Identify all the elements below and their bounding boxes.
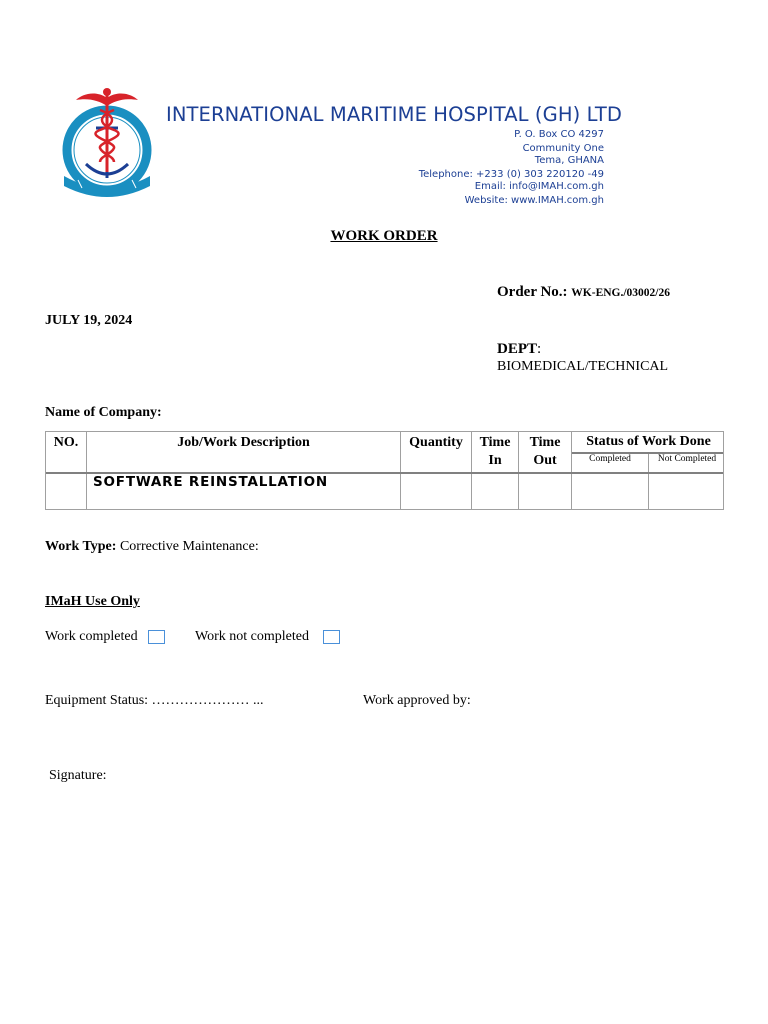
- work-not-completed-checkbox[interactable]: [323, 630, 340, 644]
- work-order-table: [45, 431, 724, 510]
- header-no: NO.: [53, 435, 79, 450]
- order-number: [497, 284, 670, 301]
- dept-label-text: DEPT: [497, 341, 538, 357]
- header-time-out-line1: Time: [529, 435, 561, 450]
- order-date: JULY 19, 2024: [45, 313, 133, 328]
- address-website: Website: www.IMAH.com.gh: [464, 195, 604, 206]
- header-time-in-line1: Time: [479, 435, 511, 450]
- header-status: Status of Work Done: [586, 434, 711, 449]
- work-not-completed-label: Work not completed: [195, 629, 309, 644]
- address-po-box: P. O. Box CO 4297: [514, 129, 604, 140]
- header-time-out: [519, 434, 571, 470]
- work-completed-checkbox[interactable]: [148, 630, 165, 644]
- header-quantity: Quantity: [409, 435, 463, 450]
- hospital-name: INTERNATIONAL MARITIME HOSPITAL (GH) LTD: [166, 103, 622, 126]
- work-completed-label: Work completed: [45, 629, 138, 644]
- work-approved-by: Work approved by:: [363, 693, 471, 708]
- hospital-logo: [58, 84, 156, 200]
- row-description: SOFTWARE REINSTALLATION: [93, 474, 328, 490]
- header-time-in-line2: In: [488, 453, 502, 468]
- imah-use-only-heading: IMaH Use Only: [45, 594, 140, 609]
- work-type: [45, 539, 259, 555]
- dept-label: DEPT:: [497, 341, 542, 357]
- header-description: Job/Work Description: [177, 435, 310, 450]
- address-telephone: Telephone: +233 (0) 303 220120 -49: [418, 169, 604, 180]
- order-number-label: Order No.:: [497, 284, 568, 300]
- address-community: Community One: [522, 143, 604, 154]
- document-title: WORK ORDER: [330, 228, 438, 244]
- address-email: Email: info@IMAH.com.gh: [474, 181, 604, 192]
- order-number-value: WK-ENG./03002/26: [571, 287, 671, 299]
- equipment-status: Equipment Status: ………………… ...: [45, 693, 264, 708]
- company-name-label: Name of Company:: [45, 405, 162, 420]
- work-type-label: Work Type:: [45, 539, 117, 554]
- work-type-value: Corrective Maintenance:: [116, 539, 259, 554]
- dept-value: BIOMEDICAL/TECHNICAL: [497, 359, 669, 374]
- header-not-completed: Not Completed: [657, 454, 717, 464]
- header-time-in: [472, 434, 518, 470]
- header-completed: Completed: [589, 454, 631, 464]
- address-city: Tema, GHANA: [534, 155, 604, 166]
- header-time-out-line2: Out: [533, 453, 557, 468]
- signature-label: Signature:: [49, 768, 107, 783]
